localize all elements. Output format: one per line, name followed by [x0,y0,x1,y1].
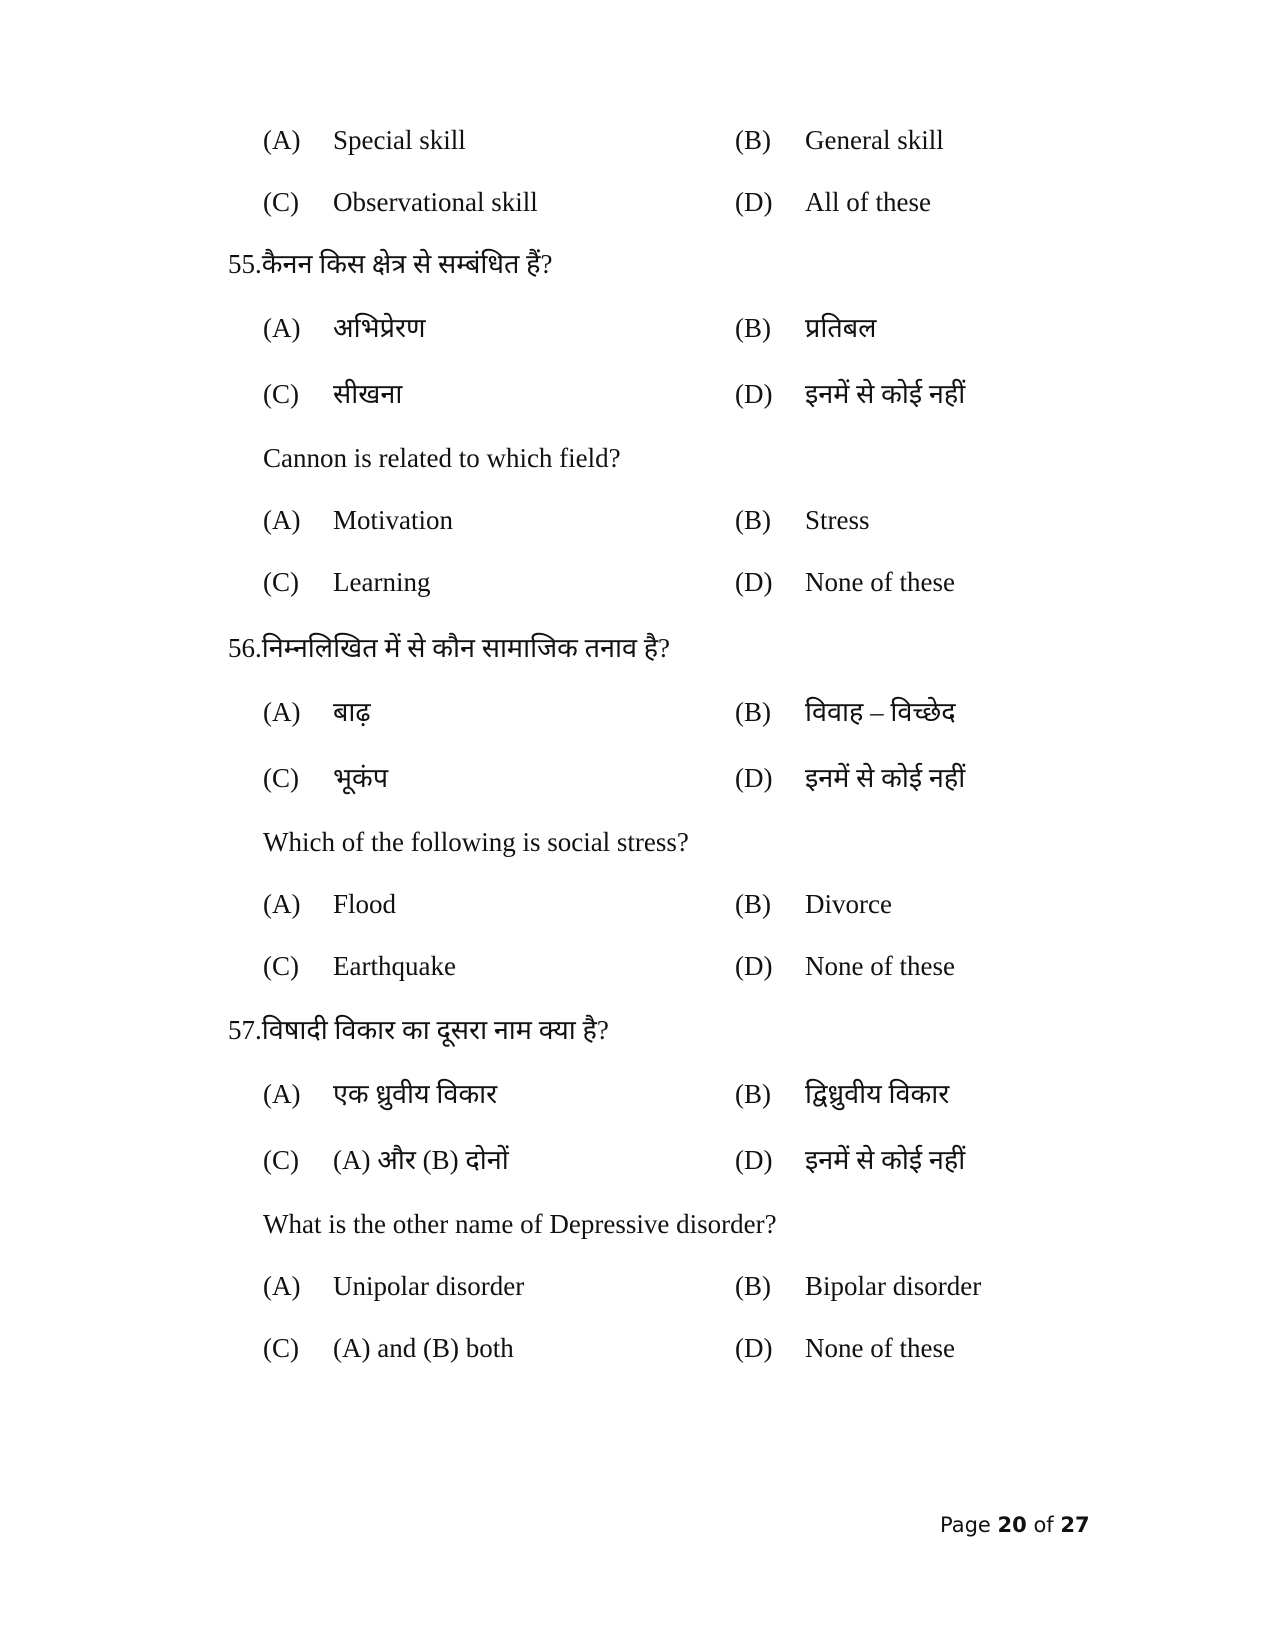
option-text: (A) and (B) both [333,1333,514,1363]
option-text: All of these [805,187,931,217]
option-text: इनमें से कोई नहीं [805,1145,966,1175]
option-text: बाढ़ [333,697,371,727]
option-letter: (D) [735,763,773,793]
option-letter: (A) [263,505,301,535]
question-english: Which of the following is social stress? [263,827,689,857]
option-text: Learning [333,567,431,597]
option-text: Unipolar disorder [333,1271,525,1301]
option-letter: (B) [735,1271,771,1301]
page-number [940,1511,1090,1539]
option-text: None of these [805,951,955,981]
option-letter: (B) [735,1079,771,1109]
option-letter: (D) [735,187,773,217]
option-text: Special skill [333,125,466,155]
option-letter: (B) [735,313,771,343]
option-letter: (A) [263,1079,301,1109]
option-text: Earthquake [333,951,456,981]
option-text: द्विध्रुवीय विकार [805,1079,950,1109]
page-current: 20 [997,1513,1027,1537]
option-text: एक ध्रुवीय विकार [333,1079,498,1109]
option-letter: (A) [263,313,301,343]
option-letter: (C) [263,187,299,217]
question-hindi: 55.कैनन किस क्षेत्र से सम्बंधित हैं? [228,249,553,279]
option-text: None of these [805,567,955,597]
option-letter: (C) [263,567,299,597]
option-text: Bipolar disorder [805,1271,982,1301]
option-letter: (C) [263,379,299,409]
option-letter: (B) [735,697,771,727]
option-letter: (A) [263,697,301,727]
question-english: What is the other name of Depressive disorder? [263,1209,777,1239]
option-text: सीखना [333,379,403,409]
option-letter: (A) [263,125,301,155]
question-english: Cannon is related to which field? [263,443,621,473]
option-letter: (D) [735,1333,773,1363]
option-letter: (A) [263,1271,301,1301]
option-text: इनमें से कोई नहीं [805,763,966,793]
option-text: General skill [805,125,944,155]
question-hindi: 57.विषादी विकार का दूसरा नाम क्या है? [228,1015,609,1045]
option-letter: (B) [735,889,771,919]
option-letter: (D) [735,567,773,597]
page-prefix: Page [940,1513,991,1537]
option-text: विवाह – विच्छेद [805,697,956,727]
option-letter: (D) [735,951,773,981]
option-text: प्रतिबल [805,313,877,343]
option-text: Stress [805,505,870,535]
option-letter: (C) [263,1145,299,1175]
option-text: Flood [333,889,397,919]
option-text: अभिप्रेरण [333,313,426,343]
option-letter: (C) [263,1333,299,1363]
question-hindi: 56.निम्नलिखित में से कौन सामाजिक तनाव है? [228,633,671,663]
page-of: of [1033,1513,1054,1537]
option-text: इनमें से कोई नहीं [805,379,966,409]
option-text: Observational skill [333,187,538,217]
option-text: भूकंप [333,763,389,793]
option-letter: (D) [735,1145,773,1175]
option-letter: (D) [735,379,773,409]
option-text: None of these [805,1333,955,1363]
option-text: Divorce [805,889,892,919]
option-letter: (B) [735,505,771,535]
option-letter: (A) [263,889,301,919]
option-letter: (B) [735,125,771,155]
option-text: (A) और (B) दोनों [333,1145,509,1175]
option-letter: (C) [263,951,299,981]
page-total: 27 [1060,1513,1090,1537]
option-text: Motivation [333,505,453,535]
option-letter: (C) [263,763,299,793]
